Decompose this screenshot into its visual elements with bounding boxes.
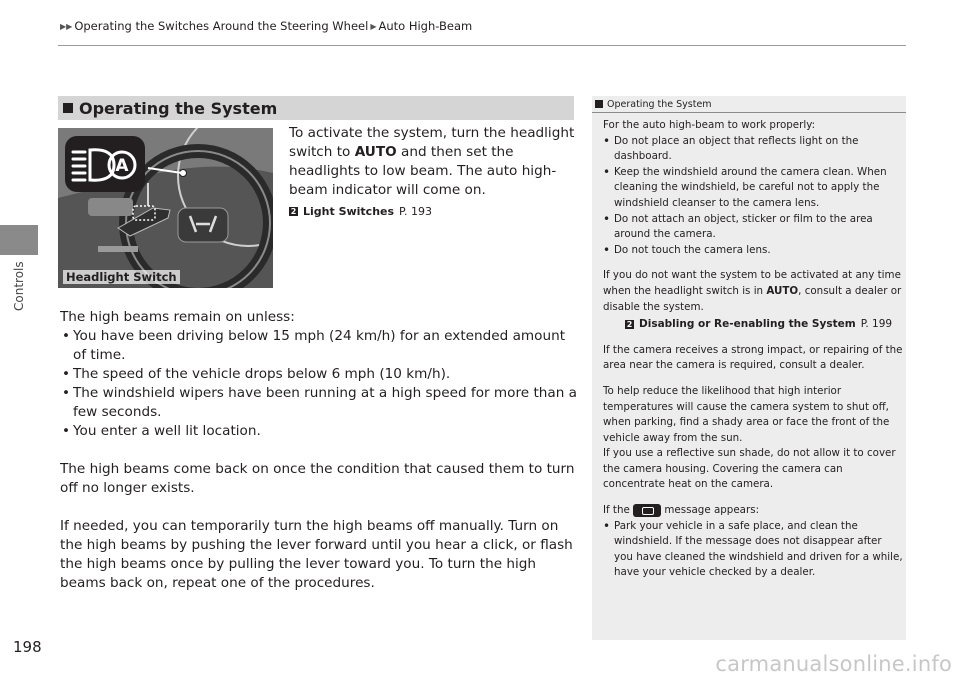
breadcrumb-arrow-icon: ▶ bbox=[370, 21, 377, 31]
conditions-list bbox=[60, 327, 580, 441]
reference-label: Light Switches bbox=[303, 205, 395, 218]
auto-headlight-icon-letter: A bbox=[115, 156, 129, 176]
cross-reference-disable[interactable] bbox=[603, 317, 903, 333]
headlight-switch-illustration bbox=[58, 128, 273, 288]
intro-text-continued: and then set the headlights to low beam. The auto high-beam indicator will come on. bbox=[289, 144, 557, 198]
list-item: • Do not place an object that reflects light on the dashboard. bbox=[603, 134, 903, 165]
intro-text: To activate the system, turn the headlight switch to bbox=[289, 125, 575, 160]
disable-keyword: AUTO bbox=[766, 284, 799, 297]
list-item: • Do not attach an object, sticker or film to the area around the camera. bbox=[603, 212, 903, 243]
page-number: 198 bbox=[13, 638, 42, 656]
list-item: • Do not touch the camera lens. bbox=[603, 243, 903, 259]
figure-caption: Headlight Switch bbox=[63, 270, 180, 284]
reference-arrow-icon: 2 bbox=[626, 320, 633, 330]
reference-arrow-icon: 2 bbox=[290, 207, 297, 216]
list-item: • You have been driving below 15 mph (24 km/h) for an extended amount of time. bbox=[60, 327, 580, 365]
list-item: • The windshield wipers have been running at a high speed for more than a few seconds. bbox=[60, 384, 580, 422]
notes-heading-label: Operating the System bbox=[607, 98, 712, 110]
section-heading bbox=[58, 96, 574, 120]
breadcrumb-arrow-icon: ▶▶ bbox=[60, 21, 73, 31]
list-item: • Park your vehicle in a safe place, and clean the windshield. If the message does not disappear after you have cleaned the windshield and driven for a while, have your vehicle checked by a dealer. bbox=[603, 519, 903, 581]
list-item: • You enter a well lit location. bbox=[60, 422, 580, 441]
breadcrumb-item[interactable]: Operating the Switches Around the Steering Wheel bbox=[74, 19, 369, 33]
message-bullet-list bbox=[603, 519, 903, 581]
comeback-paragraph: The high beams come back on once the condition that caused them to turn off no longer exists. bbox=[60, 461, 575, 496]
notes-intro: For the auto high-beam to work properly: bbox=[603, 119, 816, 131]
camera-impact-paragraph: If the camera receives a strong impact, or repairing of the area near the camera is required, consult a dealer. bbox=[603, 343, 903, 372]
notes-bullet-list bbox=[603, 134, 903, 259]
steering-wheel-illustration bbox=[58, 128, 273, 288]
reference-label: Disabling or Re-enabling the System bbox=[639, 318, 856, 331]
reference-page: P. 193 bbox=[399, 205, 432, 218]
breadcrumb-item[interactable]: Auto High-Beam bbox=[378, 19, 473, 33]
notes-sidebar bbox=[592, 96, 906, 640]
conditions-intro: The high beams remain on unless: bbox=[60, 309, 295, 325]
camera-warning-icon bbox=[633, 504, 661, 517]
notes-body bbox=[603, 118, 903, 581]
chapter-tab-marker bbox=[0, 225, 38, 255]
intro-paragraph bbox=[289, 124, 579, 221]
cross-reference-light-switches[interactable] bbox=[289, 202, 579, 221]
disable-paragraph bbox=[603, 268, 903, 315]
notes-heading bbox=[592, 96, 906, 113]
intro-keyword: AUTO bbox=[354, 144, 397, 160]
note-marker-icon bbox=[595, 100, 603, 108]
section-marker-icon bbox=[63, 103, 73, 113]
list-item: • The speed of the vehicle drops below 6 mph (10 km/h). bbox=[60, 365, 580, 384]
main-body bbox=[60, 308, 580, 593]
manual-override-paragraph: If needed, you can temporarily turn the high beams off manually. Turn on the high beams by pushing the lever forward until you hear a click, or flash the high beams once by pulling the lever toward you. To turn the high beams back on, repeat one of the procedures. bbox=[60, 518, 573, 591]
watermark: carmanualsonline.info bbox=[715, 652, 952, 676]
message-text-continued: message appears: bbox=[664, 504, 760, 517]
list-item: • Keep the windshield around the camera clean. When cleaning the windshield, be careful not to apply the windshield cleanser to the camera lens. bbox=[603, 165, 903, 212]
header-divider bbox=[58, 45, 906, 46]
chapter-tab-label: Controls bbox=[12, 261, 26, 311]
sun-shade-paragraph: If you use a reflective sun shade, do not allow it to cover the camera housing. Covering the camera can concentrate heat on the camera. bbox=[603, 447, 896, 491]
chapter-tab bbox=[0, 0, 38, 678]
disable-text: If you do not want the system to be activated at any time when the headlight switch is in bbox=[603, 269, 901, 297]
heat-paragraph: To help reduce the likelihood that high interior temperatures will cause the camera system to shut off, when parking, find a shady area or face the front of the vehicle away from the sun. bbox=[603, 384, 890, 444]
reference-page: P. 199 bbox=[860, 318, 893, 331]
breadcrumb bbox=[58, 19, 472, 33]
message-text: If the bbox=[603, 504, 630, 517]
section-title: Operating the System bbox=[79, 98, 278, 118]
disable-text-continued: , consult a dealer or disable the system. bbox=[603, 284, 902, 313]
message-paragraph bbox=[603, 503, 903, 519]
